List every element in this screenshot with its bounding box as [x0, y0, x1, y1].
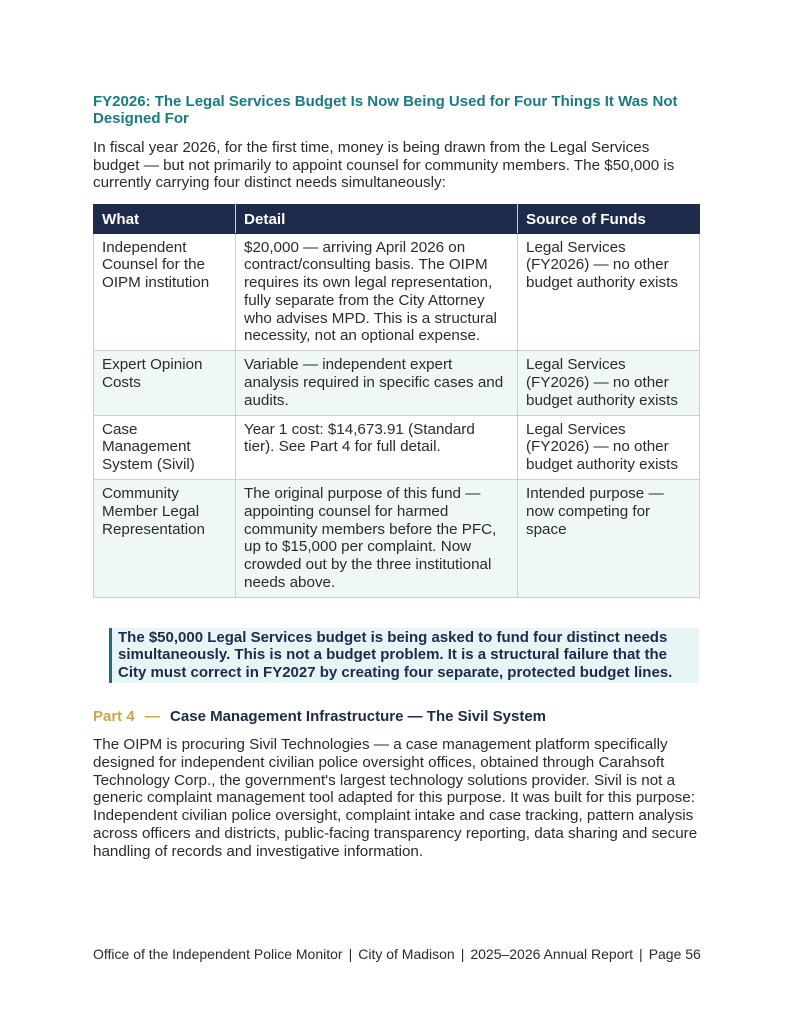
column-header-what: What — [94, 204, 236, 233]
table-row — [94, 480, 700, 598]
footer-report: 2025–2026 Annual Report — [470, 946, 634, 962]
part-heading — [93, 708, 699, 725]
row-detail: Year 1 cost: $14,673.91 (Standard tier). See Part 4 for full detail. — [236, 415, 518, 479]
row-what: Independent Counsel for the OIPM institution — [94, 233, 236, 351]
row-what: Expert Opinion Costs — [94, 351, 236, 415]
intro-paragraph: In fiscal year 2026, for the first time, money is being drawn from the Legal Services budget — but not primarily to appoint counsel for community members. The $50,000 is currently carrying four distinct needs simultaneously: — [93, 139, 675, 191]
part-label: Part 4 — [93, 708, 135, 726]
page-footer — [93, 946, 701, 962]
callout-box: The $50,000 Legal Services budget is being asked to fund four distinct needs simultaneously. This is not a budget problem. It is a structural failure that the City must correct in FY2027 by creating four separate, protected budget lines. — [109, 628, 699, 684]
table-row — [94, 415, 700, 479]
footer-separator: | — [460, 946, 465, 962]
legal-services-table — [93, 204, 700, 598]
footer-office: Office of the Independent Police Monitor — [93, 946, 343, 962]
section-heading: FY2026: The Legal Services Budget Is Now Being Used for Four Things It Was Not Designed For — [93, 93, 678, 127]
footer-separator: | — [348, 946, 353, 962]
part-body-paragraph: The OIPM is procuring Sivil Technologies — a case management platform specifically designed for independent civilian police oversight offices, obtained through Carahsoft Technology Corp., the government's largest technology solutions provider. Sivil is not a generic complaint management tool adapted for this purpose. It was built for this purpose: Independent civilian police oversight, complaint intake and case tracking, pattern analysis across officers and districts, public-facing transparency reporting, data sharing and secure handling of records and investigative information. — [93, 736, 698, 860]
table-row — [94, 351, 700, 415]
row-detail: $20,000 — arriving April 2026 on contract/consulting basis. The OIPM requires its own legal representation, fully separate from the City Attorney who advises MPD. This is a structural necessity, not an optional expense. — [236, 233, 518, 351]
row-source: Legal Services (FY2026) — no other budget authority exists — [518, 415, 700, 479]
report-page — [93, 93, 699, 860]
table-row — [94, 233, 700, 351]
part-dash: — — [144, 708, 160, 726]
part-title: Case Management Infrastructure — The Sivil System — [170, 708, 546, 726]
footer-city: City of Madison — [358, 946, 455, 962]
footer-separator: | — [639, 946, 643, 962]
row-detail: Variable — independent expert analysis required in specific cases and audits. — [236, 351, 518, 415]
row-source: Legal Services (FY2026) — no other budget authority exists — [518, 351, 700, 415]
row-what: Case Management System (Sivil) — [94, 415, 236, 479]
table-header-row — [94, 204, 700, 233]
row-what: Community Member Legal Representation — [94, 480, 236, 598]
row-source: Legal Services (FY2026) — no other budget authority exists — [518, 233, 700, 351]
footer-page-number: Page 56 — [648, 946, 701, 962]
column-header-source: Source of Funds — [518, 204, 700, 233]
column-header-detail: Detail — [236, 204, 518, 233]
row-source: Intended purpose — now competing for space — [518, 480, 700, 598]
row-detail: The original purpose of this fund — appointing counsel for harmed community members before the PFC, up to $15,000 per complaint. Now crowded out by the three institutional needs above. — [236, 480, 518, 598]
